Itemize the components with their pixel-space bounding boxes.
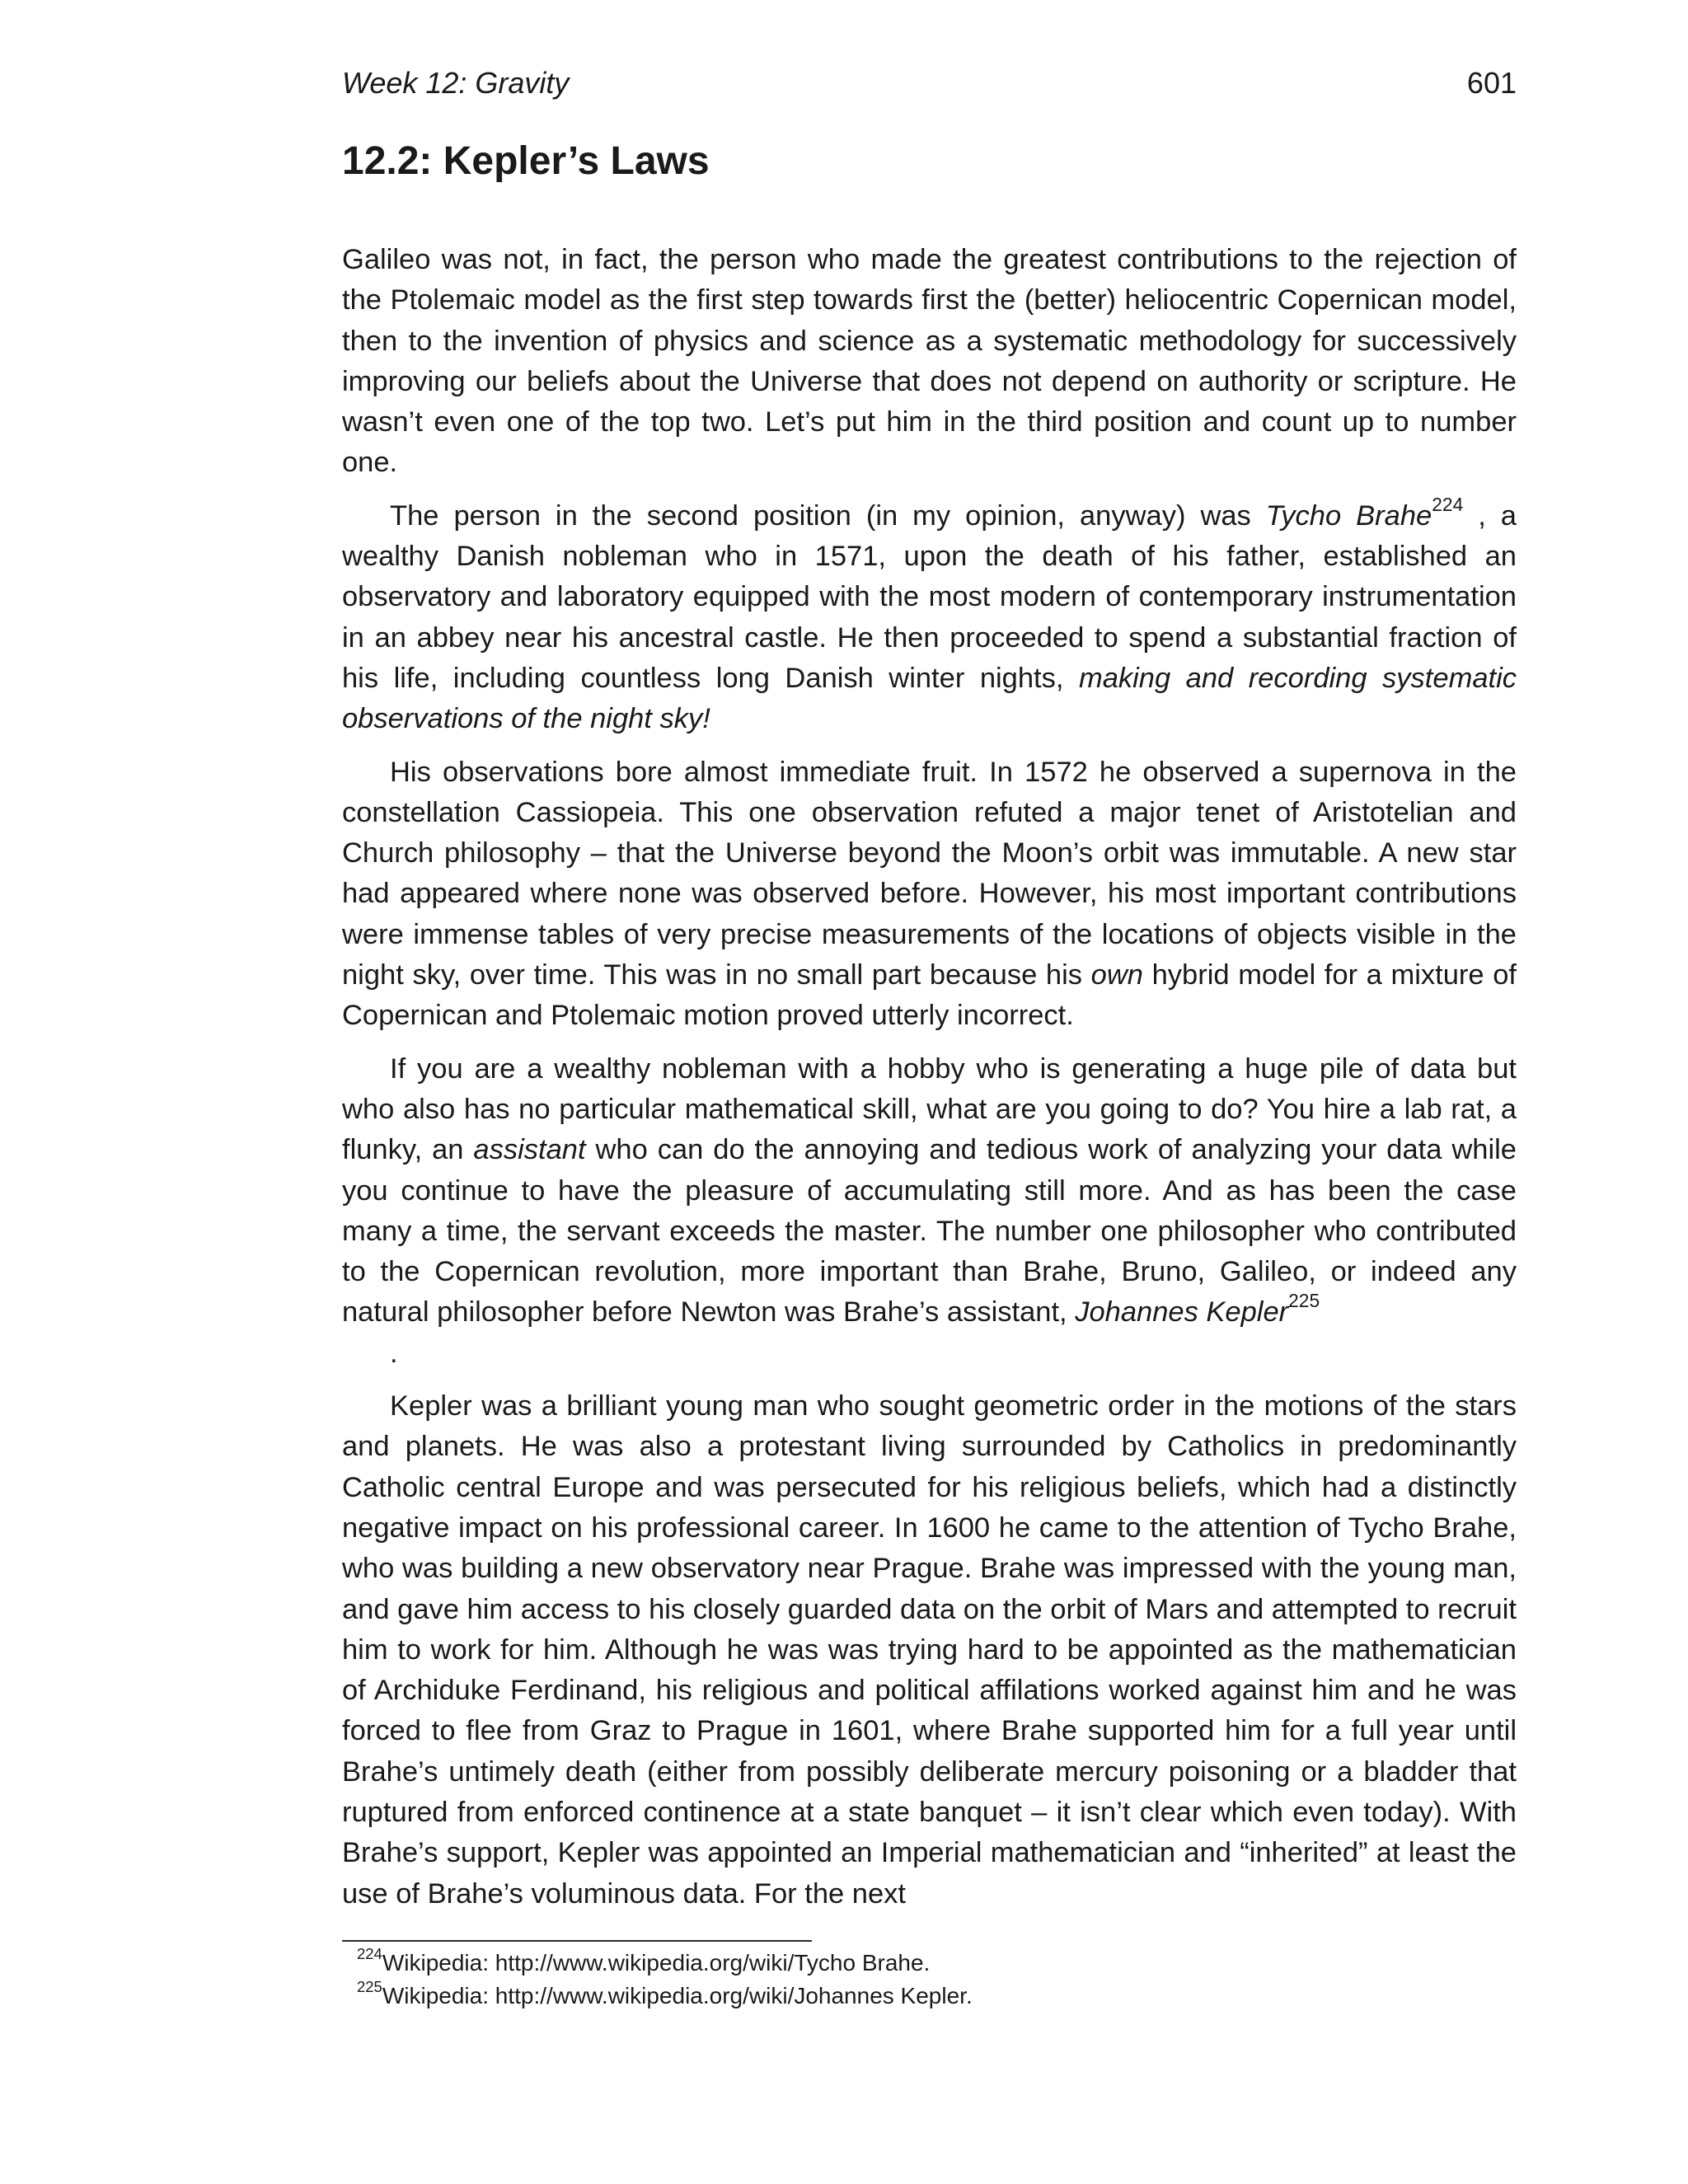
footnote-ref-225[interactable]: 225 xyxy=(1288,1290,1320,1312)
footnote-number: 225 xyxy=(357,1978,382,1996)
section-heading: 12.2: Kepler’s Laws xyxy=(342,139,710,183)
paragraph-kepler xyxy=(342,1386,1517,1915)
footnote-ref-224[interactable]: 224 xyxy=(1432,493,1464,515)
page-number: 601 xyxy=(1466,66,1517,100)
paragraph-text: hybrid model for a mixture of Copernican and Ptolemaic motion proved utterly incorrect. xyxy=(342,959,1517,1032)
emphasis-text: making and recording systematic observations of the night sky! xyxy=(342,662,1517,735)
person-name-kepler: Johannes Kepler xyxy=(1075,1296,1289,1329)
paragraph-brahe xyxy=(342,493,1517,740)
paragraph-assistant xyxy=(342,1049,1517,1374)
footnote-text: Wikipedia: http://www.wikipedia.org/wiki/Tycho Brahe. xyxy=(382,1950,931,1975)
paragraph-text: , a wealthy Danish nobleman who in 1571, upon the death of his father, established an observatory and laboratory equipped with the most modern of contemporary instrumentation in an abbey near his ancestral castle. He then proceeded to spend a substantial fraction of his life, including countless long Danish winter nights, xyxy=(342,499,1517,694)
person-name-brahe: Tycho Brahe xyxy=(1265,499,1432,532)
paragraph-text: His observations bore almost immediate fruit. In 1572 he observed a supernova in the constellation Cassiopeia. This one observation refuted a major tenet of Aristotelian and Church philosophy – that the Universe beyond the Moon’s orbit was immutable. A new star had appeared where none was observed before. However, his most important contributions were immense tables of very precise measurements of the locations of objects visible in the night sky, over time. This was in no small part because his xyxy=(342,756,1517,991)
emphasis-text: own xyxy=(1090,959,1143,991)
paragraph-text: If you are a wealthy nobleman with a hobby who is generating a huge pile of data but who also has no particular mathematical skill, what are you going to do? You hire a lab rat, a flunky, an xyxy=(342,1052,1517,1166)
paragraph-text: Galileo was not, in fact, the person who made the greatest contributions to the rejection of the Ptolemaic model as the first step towards first the (better) heliocentric Copernican model, then to the invention of physics and science as a systematic methodology for successively improving our beliefs about the Universe that does not depend on authority or scripture. He wasn’t even one of the top two. Let’s put him in the third position and count up to number one. xyxy=(342,244,1517,479)
paragraph-galileo xyxy=(342,240,1517,484)
footnote-number: 224 xyxy=(357,1945,382,1963)
book-page xyxy=(342,0,1517,2184)
footnote-text: Wikipedia: http://www.wikipedia.org/wiki/Johannes Kepler. xyxy=(382,1983,973,2008)
running-title: Week 12: Gravity xyxy=(342,66,570,100)
footnotes xyxy=(357,1947,1511,2013)
paragraph-observations xyxy=(342,752,1517,1037)
footnote-224 xyxy=(357,1947,1511,1980)
footnote-225 xyxy=(357,1980,1511,2013)
paragraph-text: who can do the annoying and tedious work of analyzing your data while you continue to have the pleasure of accumulating still more. And as has been the case many a time, the servant exceeds the master. The number one philosopher who contributed to the Copernican revolution, more important than Brahe, Bruno, Galileo, or indeed any natural philosopher before Newton was Brahe’s assistant, xyxy=(342,1134,1517,1329)
body-text xyxy=(342,240,1517,1927)
emphasis-text: assistant xyxy=(473,1134,586,1166)
paragraph-text: The person in the second position (in my opinion, anyway) was xyxy=(390,499,1266,532)
trailing-period: . xyxy=(390,1337,398,1369)
running-header xyxy=(342,63,1517,104)
paragraph-text: Kepler was a brilliant young man who sought geometric order in the motions of the stars and planets. He was also a protestant living surrounded by Catholics in predominantly Catholic central Europe and was persecuted for his religious beliefs, which had a distinctly negative impact on his professional career. In 1600 he came to the attention of Tycho Brahe, who was building a new observatory near Prague. Brahe was impressed with the young man, and gave him access to his closely guarded data on the orbit of Mars and attempted to recruit him to work for him. Although he was was trying hard to be appointed as the mathematician of Archiduke Ferdinand, his religious and political affilations worked against him and he was forced to flee from Graz to Prague in 1601, where Brahe supported him for a full year until Brahe’s untimely death (either from possibly deliberate mercury poisoning or a bladder that ruptured from enforced continence at a state banquet – it isn’t clear which even today). With Brahe’s support, Kepler was appointed an Imperial mathematician and “inherited” at least the use of Brahe’s voluminous data. For the next xyxy=(342,1390,1517,1910)
footnote-divider xyxy=(342,1940,812,1942)
